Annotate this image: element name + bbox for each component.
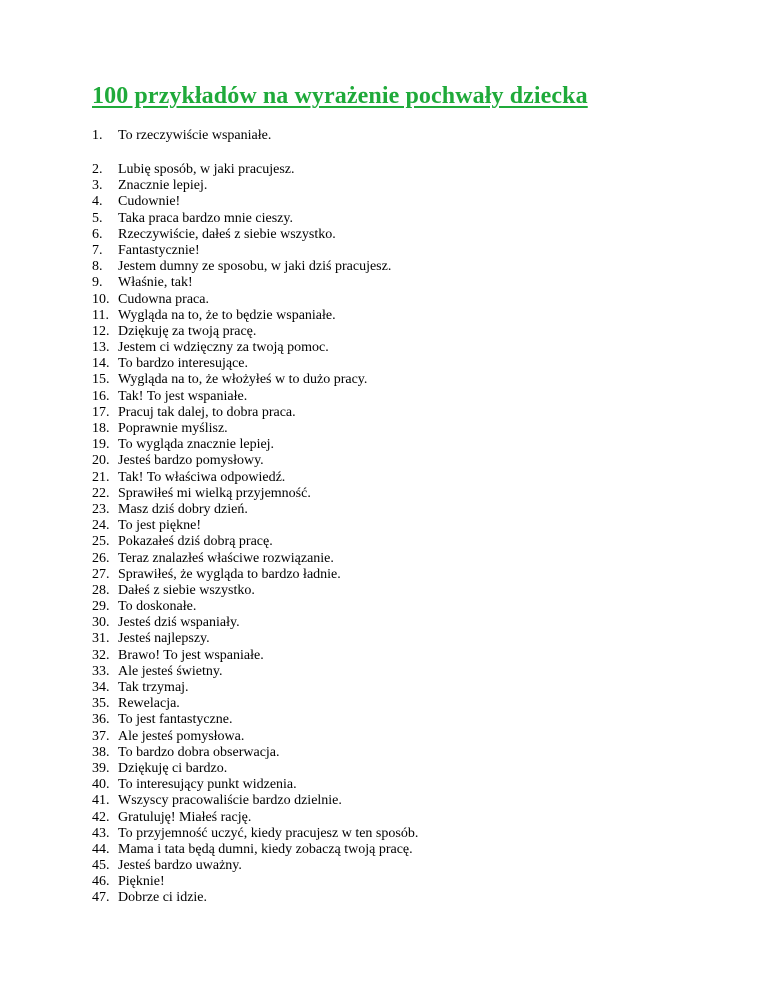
list-item-text: Pięknie! xyxy=(118,874,165,890)
list-item-text: Pokazałeś dziś dobrą pracę. xyxy=(118,534,273,550)
list-item xyxy=(92,502,418,518)
list-item xyxy=(92,178,418,194)
list-item-text: Tak! To jest wspaniałe. xyxy=(118,388,248,404)
list-item-text: Znacznie lepiej. xyxy=(118,178,208,194)
list-item-text: Jesteś najlepszy. xyxy=(118,631,210,647)
list-item xyxy=(92,389,418,405)
list-item xyxy=(92,729,418,745)
list-item-number: 29. xyxy=(92,599,110,615)
list-item-number: 45. xyxy=(92,858,110,874)
list-item-number: 12. xyxy=(92,323,110,339)
list-item-number: 37. xyxy=(92,728,110,744)
list-item-number: 14. xyxy=(92,356,110,372)
list-item-text: Lubię sposób, w jaki pracujesz. xyxy=(118,162,295,177)
list-item-text: Dziękuję za twoją pracę. xyxy=(118,323,257,339)
list-item-text: Sprawiłeś, że wygląda to bardzo ładnie. xyxy=(118,566,341,582)
list-item xyxy=(92,858,418,874)
list-item-number: 30. xyxy=(92,615,110,631)
praise-list xyxy=(92,162,418,907)
list-item xyxy=(92,308,418,324)
list-item-number: 38. xyxy=(92,744,110,760)
list-item-number: 39. xyxy=(92,760,110,776)
list-item xyxy=(92,227,418,243)
list-item-number: 36. xyxy=(92,712,110,728)
list-item xyxy=(92,162,418,178)
list-item xyxy=(92,696,418,712)
list-item-number: 35. xyxy=(92,696,110,712)
list-item xyxy=(92,599,418,615)
list-item-number: 1. xyxy=(92,128,103,143)
list-item xyxy=(92,372,418,388)
list-item-text: To jest piękne! xyxy=(118,518,201,534)
list-item-number: 9. xyxy=(92,275,103,291)
list-item-number: 24. xyxy=(92,518,110,534)
list-item-text: Wygląda na to, że to będzie wspaniałe. xyxy=(118,307,336,323)
list-item-number: 34. xyxy=(92,680,110,695)
list-item xyxy=(92,583,418,599)
list-item-text: Pracuj tak dalej, to dobra praca. xyxy=(118,404,296,420)
list-item xyxy=(92,470,418,486)
list-item-text: To rzeczywiście wspaniałe. xyxy=(118,128,272,143)
list-item-text: Masz dziś dobry dzień. xyxy=(118,501,248,517)
list-item-text: To jest fantastyczne. xyxy=(118,712,233,728)
list-item-number: 47. xyxy=(92,890,110,906)
list-item-number: 13. xyxy=(92,340,110,356)
list-item-text: Gratuluję! Miałeś rację. xyxy=(118,809,252,825)
list-item xyxy=(92,453,418,469)
list-item xyxy=(92,664,418,680)
list-item-number: 18. xyxy=(92,421,110,436)
list-item-number: 41. xyxy=(92,793,110,809)
list-item xyxy=(92,551,418,567)
list-item xyxy=(92,648,418,664)
list-item xyxy=(92,631,418,647)
list-item xyxy=(92,127,271,145)
list-item-number: 17. xyxy=(92,404,110,420)
list-item xyxy=(92,405,418,421)
list-item-text: Tak! To właściwa odpowiedź. xyxy=(118,469,286,485)
list-item xyxy=(92,243,418,259)
list-item-number: 19. xyxy=(92,437,110,453)
list-item-text: Mama i tata będą dumni, kiedy zobaczą twoją pracę. xyxy=(118,841,413,857)
list-item xyxy=(92,486,418,502)
list-item-text: Jesteś bardzo pomysłowy. xyxy=(118,453,264,469)
list-item-text: Cudownie! xyxy=(118,194,181,210)
list-item-number: 42. xyxy=(92,809,110,825)
list-item xyxy=(92,842,418,858)
list-item-number: 25. xyxy=(92,534,110,550)
list-item xyxy=(92,615,418,631)
list-item-text: Właśnie, tak! xyxy=(118,275,193,291)
list-item-number: 22. xyxy=(92,485,110,501)
list-item-number: 6. xyxy=(92,226,103,242)
list-item-text: Teraz znalazłeś właściwe rozwiązanie. xyxy=(118,550,334,566)
list-item xyxy=(92,890,418,906)
list-item xyxy=(92,421,418,437)
list-item-number: 40. xyxy=(92,777,110,793)
list-item xyxy=(92,777,418,793)
list-item-text: To interesujący punkt widzenia. xyxy=(118,777,297,793)
list-item-number: 16. xyxy=(92,388,110,404)
list-item-text: Taka praca bardzo mnie cieszy. xyxy=(118,210,293,226)
list-item-text: Tak trzymaj. xyxy=(118,680,189,695)
list-item-number: 11. xyxy=(92,307,109,323)
list-item-text: Ale jesteś pomysłowa. xyxy=(118,728,245,744)
list-item-number: 23. xyxy=(92,501,110,517)
list-item-text: Jesteś dziś wspaniały. xyxy=(118,615,240,631)
page-title: 100 przykładów na wyrażenie pochwały dziecka xyxy=(92,83,588,109)
list-item xyxy=(92,745,418,761)
list-item-number: 15. xyxy=(92,372,110,388)
list-item-text: Poprawnie myślisz. xyxy=(118,421,228,436)
list-item-text: Fantastycznie! xyxy=(118,242,200,258)
list-item xyxy=(92,292,418,308)
list-item-text: Sprawiłeś mi wielką przyjemność. xyxy=(118,485,311,501)
list-item xyxy=(92,275,418,291)
list-item-number: 26. xyxy=(92,550,110,566)
list-item-number: 31. xyxy=(92,631,110,647)
list-item-number: 21. xyxy=(92,469,110,485)
list-item-text: To przyjemność uczyć, kiedy pracujesz w ten sposób. xyxy=(118,825,419,841)
list-item-text: Cudowna praca. xyxy=(118,291,209,307)
list-item-text: Wygląda na to, że włożyłeś w to dużo pracy. xyxy=(118,372,368,388)
list-item-number: 7. xyxy=(92,242,103,258)
list-item-text: Dałeś z siebie wszystko. xyxy=(118,582,255,598)
list-item-number: 10. xyxy=(92,291,110,307)
list-item xyxy=(92,810,418,826)
list-item-text: Ale jesteś świetny. xyxy=(118,663,223,679)
list-item-text: To bardzo dobra obserwacja. xyxy=(118,744,280,760)
list-item xyxy=(92,340,418,356)
list-item-text: Dobrze ci idzie. xyxy=(118,890,208,906)
list-item-number: 2. xyxy=(92,162,103,177)
list-item-number: 33. xyxy=(92,663,110,679)
list-item-text: Jesteś bardzo uważny. xyxy=(118,858,242,874)
list-item xyxy=(92,211,418,227)
list-item-number: 28. xyxy=(92,582,110,598)
list-item-number: 32. xyxy=(92,647,110,663)
list-item xyxy=(92,437,418,453)
list-item-text: Wszyscy pracowaliście bardzo dzielnie. xyxy=(118,793,342,809)
list-item-text: To bardzo interesujące. xyxy=(118,356,249,372)
list-item-text: Rewelacja. xyxy=(118,696,180,712)
list-item-text: To wygląda znacznie lepiej. xyxy=(118,437,275,453)
list-item-number: 43. xyxy=(92,825,110,841)
list-item-number: 4. xyxy=(92,194,103,210)
list-item-text: Jestem dumny ze sposobu, w jaki dziś pracujesz. xyxy=(118,259,392,275)
list-item xyxy=(92,356,418,372)
list-item xyxy=(92,534,418,550)
list-item-number: 8. xyxy=(92,259,103,275)
list-item xyxy=(92,793,418,809)
list-item-number: 20. xyxy=(92,453,110,469)
list-item-number: 27. xyxy=(92,566,110,582)
list-item xyxy=(92,518,418,534)
list-item-number: 44. xyxy=(92,841,110,857)
list-item-text: To doskonałe. xyxy=(118,599,197,615)
list-item-text: Brawo! To jest wspaniałe. xyxy=(118,647,264,663)
list-item-number: 3. xyxy=(92,178,103,194)
list-item xyxy=(92,826,418,842)
list-item-text: Dziękuję ci bardzo. xyxy=(118,760,228,776)
list-item xyxy=(92,712,418,728)
list-item-number: 5. xyxy=(92,210,103,226)
list-item xyxy=(92,194,418,210)
list-item xyxy=(92,874,418,890)
list-item xyxy=(92,259,418,275)
list-item xyxy=(92,761,418,777)
list-item-text: Jestem ci wdzięczny za twoją pomoc. xyxy=(118,340,329,356)
list-item-number: 46. xyxy=(92,874,110,890)
list-item-text: Rzeczywiście, dałeś z siebie wszystko. xyxy=(118,226,336,242)
list-item xyxy=(92,567,418,583)
list-item xyxy=(92,324,418,340)
list-item xyxy=(92,680,418,696)
